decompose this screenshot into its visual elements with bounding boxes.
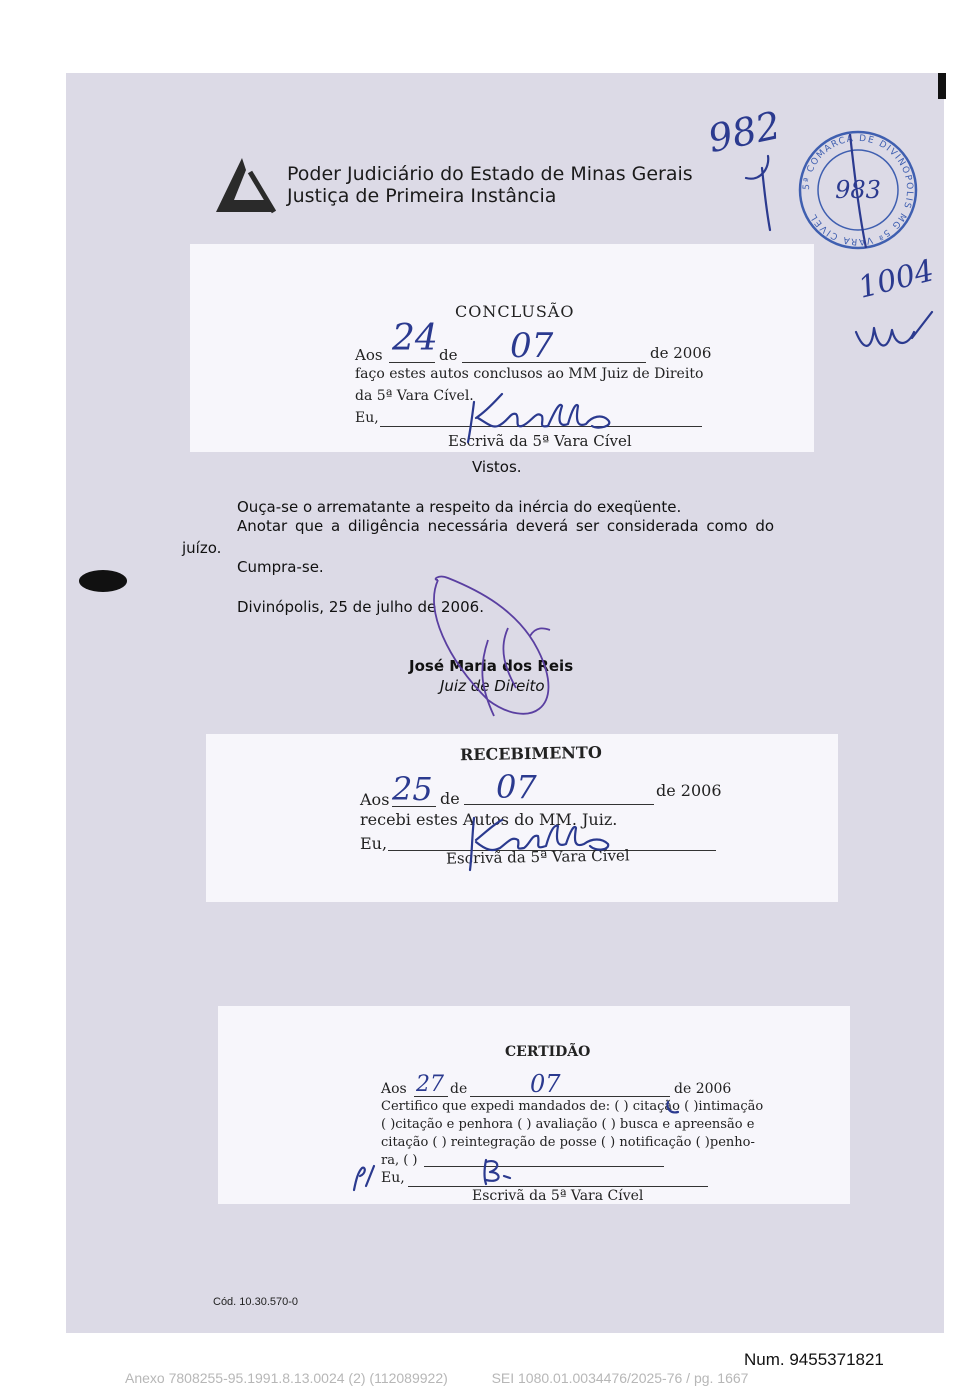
certidao-line-5: ra, ( ) (381, 1153, 418, 1168)
court-header (287, 163, 693, 207)
certidao-line-2: Certifico que expedi mandados de: ( ) citação ( )intimação (381, 1099, 764, 1114)
certidao-day-handwritten: 27 (416, 1072, 444, 1097)
conclusao-de-label: de (439, 346, 458, 364)
certidao-line-5-blank (424, 1166, 664, 1167)
despacho-date: Divinópolis, 25 de julho de 2006. (237, 598, 484, 616)
conclusao-role: Escrivã da 5ª Vara Cível (448, 432, 632, 450)
header-line-1: Poder Judiciário do Estado de Minas Gerais (287, 163, 693, 185)
conclusao-day-line (389, 362, 435, 363)
certidao-line-4: citação ( ) reintegração de posse ( ) notificação ( )penho- (381, 1135, 755, 1150)
despacho-paragraph-2a: Anotar que a diligência necessária deverá ser considerada como do (237, 517, 775, 535)
seal-text: 5ª COMARCA DE DIVINÓPOLIS MG 5ª VARA CÍVEL (801, 133, 915, 247)
tjmg-logo-icon (212, 156, 276, 216)
despacho-paragraph-3: Cumpra-se. (237, 558, 324, 576)
conclusao-year: de 2006 (650, 344, 712, 362)
form-code: Cód. 10.30.570-0 (213, 1296, 299, 1308)
judge-name: José Maria dos Reis (409, 657, 574, 675)
recebimento-month-line (464, 804, 654, 805)
conclusao-eu-label: Eu, (355, 410, 379, 426)
certidao-signature-line (408, 1186, 708, 1187)
footer-annex: Anexo 7808255-95.1991.8.13.0024 (2) (112089922) (125, 1370, 448, 1386)
certidao-year: de 2006 (674, 1081, 732, 1097)
despacho-paragraph-2b: juízo. (182, 539, 222, 557)
recebimento-year: de 2006 (656, 781, 722, 800)
recebimento-aos-label: Aos (360, 790, 390, 809)
handwritten-page-number-1004: 1004 (854, 253, 938, 306)
recebimento-title: RECEBIMENTO (459, 742, 602, 765)
conclusao-stamp-area (190, 244, 814, 452)
despacho-paragraph-1: Ouça-se o arrematante a respeito da inércia do exeqüente. (237, 498, 682, 516)
vistos-text: Vistos. (472, 458, 522, 476)
footer-reference (125, 1370, 748, 1386)
conclusao-month-handwritten: 07 (510, 326, 554, 366)
recebimento-month-handwritten: 07 (496, 768, 537, 806)
certidao-title: CERTIDÃO (505, 1044, 591, 1060)
conclusao-signature-line (380, 426, 702, 427)
certidao-month-handwritten: 07 (530, 1070, 561, 1098)
certidao-role: Escrivã da 5ª Vara Cível (472, 1188, 644, 1204)
scan-edge-mark (938, 73, 946, 99)
conclusao-aos-label: Aos (355, 346, 383, 364)
certidao-line-3: ( )citação e penhora ( ) avaliação ( ) busca e apreensão e (381, 1117, 755, 1132)
handwritten-page-number-982: 982 (704, 102, 785, 162)
seal-center-number: 983 (835, 176, 881, 204)
footer-sei: SEI 1080.01.0034476/2025-76 / pg. 1667 (491, 1370, 749, 1386)
recebimento-day-handwritten: 25 (392, 770, 433, 808)
document-number: Num. 9455371821 (744, 1350, 884, 1369)
certidao-de-label: de (450, 1081, 468, 1097)
conclusao-title: CONCLUSÃO (455, 302, 575, 321)
recebimento-de-label: de (440, 789, 460, 808)
recebimento-line-2: recebi estes Autos do MM. Juiz. (360, 810, 618, 829)
conclusao-line-3: da 5ª Vara Cível. (355, 388, 474, 404)
certidao-aos-label: Aos (381, 1081, 407, 1097)
header-line-2: Justiça de Primeira Instância (287, 185, 557, 207)
certidao-eu-label: Eu, (381, 1170, 405, 1186)
recebimento-role: Escrivã da 5ª Vara Cível (445, 846, 630, 868)
recebimento-eu-label: Eu, (360, 834, 388, 853)
judge-title: Juiz de Direito (440, 677, 545, 695)
conclusao-line-2: faço estes autos conclusos ao MM Juiz de Direito (355, 366, 704, 382)
conclusao-day-handwritten: 24 (392, 318, 438, 359)
conclusao-month-line (462, 362, 646, 363)
certidao-month-line (470, 1096, 670, 1097)
